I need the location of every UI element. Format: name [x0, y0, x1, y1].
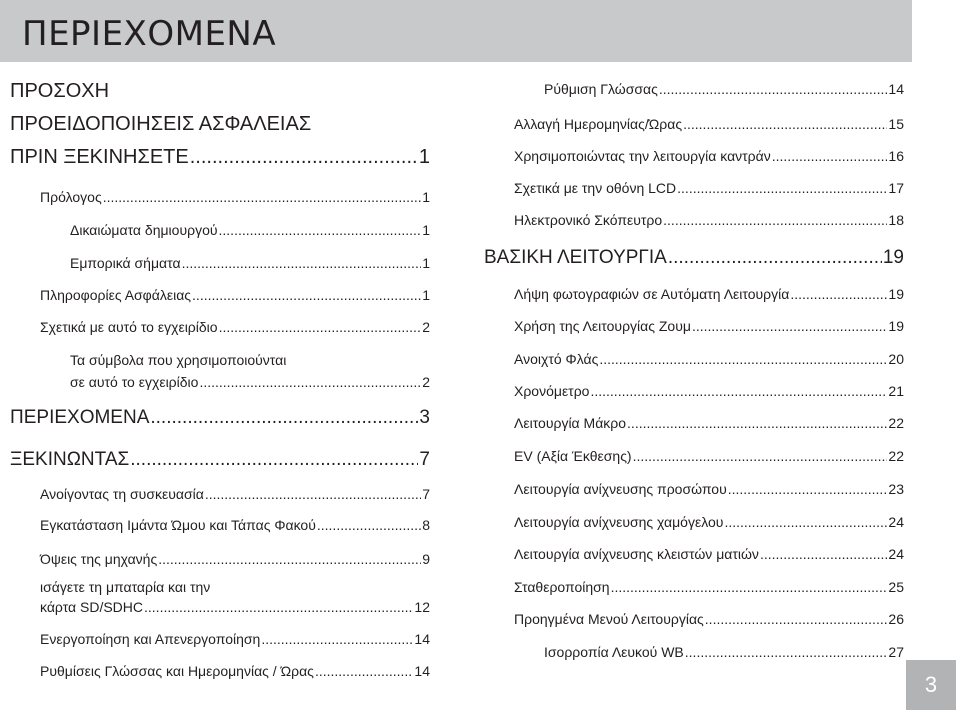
page-number-tab [906, 660, 956, 710]
toc-entry-first-line[interactable]: ισάγετε τη μπαταρία και την [40, 579, 211, 595]
page-number: 3 [924, 672, 938, 697]
toc-heading[interactable]: ΠΡΙΝ ΞΕΚΙΝΗΣΕΤΕ ..... 1 [10, 147, 430, 167]
toc-entry[interactable]: Ανοιχτό Φλάς ..... 20 [514, 352, 904, 366]
toc-entry[interactable]: Ενεργοποίηση και Απενεργοποίηση ..... 14 [40, 632, 430, 646]
toc-entry[interactable]: Αλλαγή Ημερομηνίας/Ώρας ..... 15 [514, 117, 904, 131]
toc-entry[interactable]: Σχετικά με αυτό το εγχειρίδιο ..... 2 [40, 320, 430, 334]
toc-entry[interactable]: Προηγμένα Μενού Λειτουργίας ..... 26 [514, 612, 904, 626]
toc-entry[interactable]: Χρήση της Λειτουργίας Ζουμ ..... 19 [514, 319, 904, 333]
toc-heading[interactable]: ΒΑΣΙΚΗ ΛΕΙΤΟΥΡΓΙΑ ..... 19 [484, 248, 904, 267]
toc-entry[interactable]: Σταθεροποίηση ..... 25 [514, 580, 904, 594]
toc-heading[interactable]: ΠΕΡΙΕΧΟΜΕΝΑ ..... 3 [10, 408, 430, 427]
toc-entry[interactable]: Σχετικά με την οθόνη LCD ..... 17 [514, 181, 904, 195]
toc-entry[interactable]: Λειτουργία Μάκρο ..... 22 [514, 416, 904, 430]
toc-entry[interactable]: Λειτουργία ανίχνευσης χαμόγελου ..... 24 [514, 515, 904, 529]
toc-entry[interactable]: Πληροφορίες Ασφάλειας ..... 1 [40, 288, 430, 302]
toc-entry[interactable]: Ρύθμιση Γλώσσας ..... 14 [544, 82, 904, 96]
toc-entry[interactable]: EV (Αξία Έκθεσης) ..... 22 [514, 449, 904, 463]
toc-entry[interactable]: Χρησιμοποιώντας την λειτουργία καντράν ..... 16 [514, 149, 904, 163]
toc-entry[interactable]: Χρονόμετρο ..... 21 [514, 384, 904, 398]
toc-entry[interactable]: Δικαιώματα δημιουργού ..... 1 [70, 223, 430, 237]
toc-entry[interactable]: Εμπορικά σήματα ..... 1 [70, 256, 430, 270]
toc-entry[interactable]: Πρόλογος ..... 1 [40, 190, 430, 204]
toc-entry[interactable]: σε αυτό το εγχειρίδιο ..... 2 [70, 375, 430, 389]
page-header [0, 0, 912, 62]
toc-entry[interactable]: Λειτουργία ανίχνευσης κλειστών ματιών ..... 24 [514, 547, 904, 561]
toc-entry-first-line[interactable]: Τα σύμβολα που χρησιμοποιούνται [70, 352, 287, 368]
page-title: ΠΕΡΙΕΧΟΜΕΝΑ [22, 14, 277, 54]
toc-entry[interactable]: κάρτα SD/SDHC ..... 12 [40, 600, 430, 614]
toc-entry[interactable]: Ηλεκτρονικό Σκόπευτρο ..... 18 [514, 213, 904, 227]
toc-entry[interactable]: Λήψη φωτογραφιών σε Αυτόματη Λειτουργία ..... 19 [514, 287, 904, 301]
toc-entry[interactable]: Ανοίγοντας τη συσκευασία ..... 7 [40, 487, 430, 501]
toc-heading[interactable]: ΠΡΟΣΟΧΗ [10, 80, 110, 102]
toc-entry[interactable]: Εγκατάσταση Ιμάντα Ώμου και Τάπας Φακού ..... 8 [40, 518, 430, 532]
toc-entry[interactable]: Ρυθμίσεις Γλώσσας και Ημερομηνίας / Ώρας ..... 14 [40, 664, 430, 678]
toc-heading[interactable]: ΞΕΚΙΝΩΝΤΑΣ ..... 7 [10, 450, 430, 469]
toc-entry[interactable]: Όψεις της μηχανής ..... 9 [40, 552, 430, 566]
toc-entry[interactable]: Λειτουργία ανίχνευσης προσώπου ..... 23 [514, 482, 904, 496]
toc-entry[interactable]: Ισορροπία Λευκού WB ..... 27 [544, 645, 904, 659]
toc-heading[interactable]: ΠΡΟΕΙΔΟΠΟΙΗΣΕΙΣ ΑΣΦΑΛΕΙΑΣ [10, 113, 312, 135]
